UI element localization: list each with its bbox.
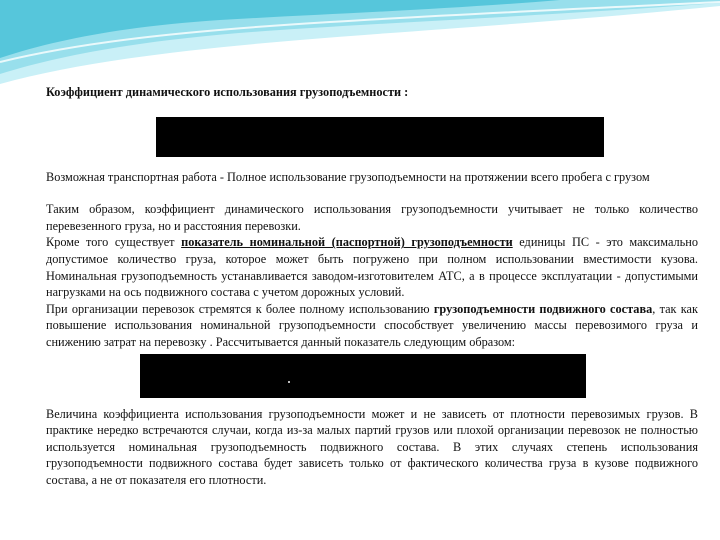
nominal-pre: Кроме того существует [46,235,182,250]
organization-term: грузоподъемности подвижного состава [433,301,653,316]
paragraph-organization [46,301,698,351]
slide-heading: Коэффициент динамического использования грузоподъемности : [46,85,409,99]
paragraph-thus: Таким образом, коэффициент динамического использования грузоподъемности учитывает не только количество перевезенного груза, но и расстояния перевозки. [46,202,698,233]
formula-image-dynamic-coefficient [156,117,604,157]
paragraph-transport-work: Возможная транспортная работа - Полное использование грузоподъемности на протяжении всего пробега с грузом [46,169,650,184]
nominal-post: единицы ПС - это максимально допустимое количество груза, которое может быть погружено при полном использовании вместимости кузова. Номинальная грузоподъемность устанавливается заводом-изготовителем АТС, а в процессе эксплуатации - допустимыми нагрузками на ось подвижного состава с учетом дорожных условий. [46,235,698,300]
organization-pre: При организации перевозок стремятся к более полному использованию [46,301,434,316]
formula-image-static-coefficient [140,354,586,398]
slide-content [46,84,698,489]
paragraph-nominal-capacity [46,234,698,300]
organization-post: , так как повышение использования номинальной грузоподъемности способствует увеличению массы перевозимого груза и снижению затрат на перевозку . Рассчитывается данный показатель следующим образом: [46,301,698,349]
header-swoosh-decoration [0,0,720,90]
nominal-term: показатель номинальной (паспортной) грузоподъемности [181,235,513,250]
paragraph-capacity-value: Величина коэффициента использования грузоподъемности может и не зависеть от плотности перевозимых грузов. В практике нередко встречаются случаи, когда из-за малых партий грузов или плохой организации перевозок не полностью используется номинальная грузоподъемность подвижного состава. В этих случаях степень использования грузоподъемности подвижного состава будет зависеть только от фактического количества груза в кузове подвижного состава, а не от показателя его плотности. [46,406,698,487]
